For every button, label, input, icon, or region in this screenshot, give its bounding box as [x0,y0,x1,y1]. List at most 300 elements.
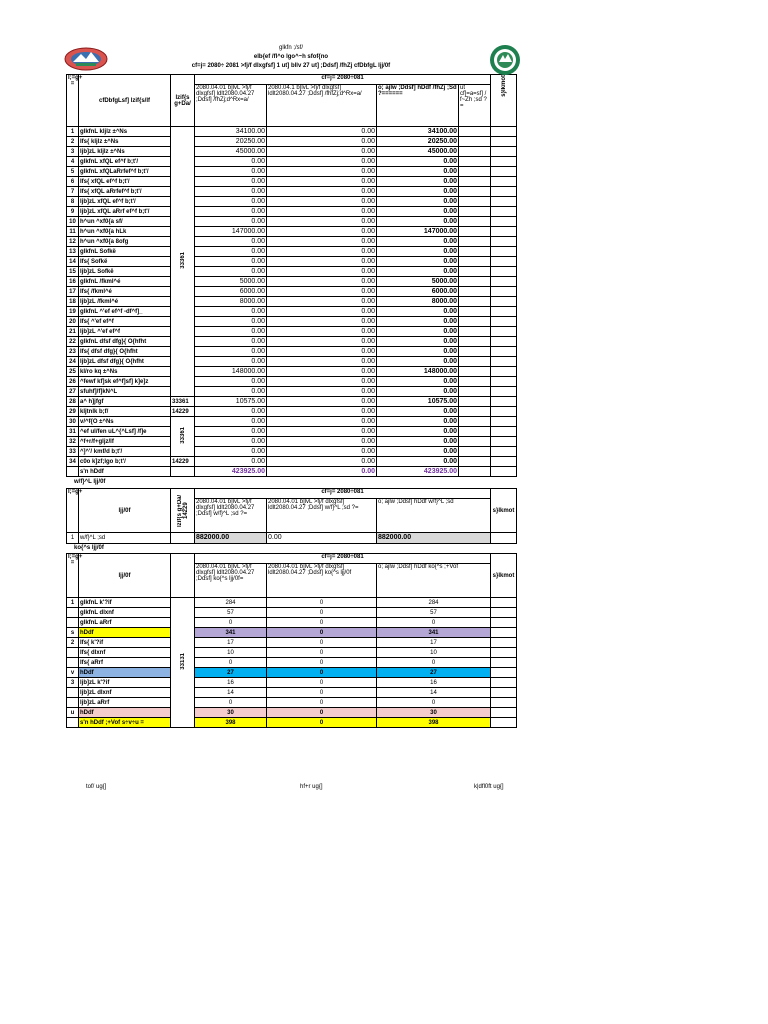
table-row [67,147,517,157]
t3-col-header-remarks: s}lkmot [491,554,517,598]
t2-row-title: w/f}^L ;sd [79,533,171,544]
row-this-month: 147000.00 [195,227,267,237]
row-title: h^un ^xf0{a sf/ [79,217,171,227]
row-cumulative: 0 [377,658,491,668]
deposit-table [66,488,517,544]
row-this-month: 0.00 [195,167,267,177]
table-row [67,608,517,618]
table-row [67,437,517,447]
row-sn [67,688,79,698]
row-this-month: 0.00 [195,427,267,437]
row-prev-month: 0.00 [267,357,377,367]
col-header-title: cfDbfgLsf] lzif{s/lf [79,75,171,127]
row-title: a^ h]jfgf [79,397,171,407]
row-prev-month: 0.00 [267,177,377,187]
row-sn: 28 [67,397,79,407]
table-row [67,187,517,197]
t3-col-header-title: ljj/0f [79,554,171,598]
row-sn: 3 [67,678,79,688]
row-sn: 25 [67,367,79,377]
row-prev-month: 0 [267,658,377,668]
t2-fiscal-year-header: cf=j= 2080÷081 [195,489,491,499]
row-prev-month: 0.00 [267,297,377,307]
table-row [67,347,517,357]
row-cumulative: 0.00 [377,307,459,317]
row-sn: 27 [67,387,79,397]
row-prev-month: 0.00 [267,287,377,297]
row-cumulative: 0.00 [377,237,459,247]
office-name: glkfn ;/sf/ [278,45,303,51]
t2-col-header-prev-month: 2080.04.01 b]lvL >fj/f dlxgfsf] ldlt2080.04.27 ;Ddsf] w/f}^L ;sd ?= [267,499,377,533]
row-title: glkfnL xfQL ef^f b;t'/ [79,157,171,167]
row-prev-month: 0 [267,648,377,658]
row-sn: 33 [67,447,79,457]
row-this-month: 0.00 [195,217,267,227]
row-cumulative: 5000.00 [377,277,459,287]
col-header-prev-month: 2080.04.1 b]lvL >fj/f dlxgfsf] ldlt2080.04.27 ;Ddsf] /fhfZj;d^Rx=a/ [267,85,377,127]
row-cumulative: 0 [377,698,491,708]
row-cumulative: 284 [377,598,491,608]
row-sn [67,648,79,658]
row-prev-month: 0 [267,708,377,718]
row-this-month: 8000.00 [195,297,267,307]
row-cumulative: 0.00 [377,457,459,467]
table-row [67,317,517,327]
row-cumulative: 14 [377,688,491,698]
row-cumulative: 398 [377,718,491,728]
table-row [67,668,517,678]
row-this-month: 20250.00 [195,137,267,147]
report-title: cf=j= 2080÷ 2081 >fj/f dlxgfsf] 1 ut] bllv 27 ut] ;Ddsf] /fhZj cfDbfgL ljj/0f [191,63,391,69]
row-this-month: 0.00 [195,457,267,467]
head-code-vertical: 33361 [171,127,195,397]
table-row [67,718,517,728]
row-sn: 23 [67,347,79,357]
row-prev-month: 0.00 [267,167,377,177]
row-title: hDdf [79,668,171,678]
row-prev-month: 0 [267,618,377,628]
row-sn: 13 [67,247,79,257]
row-prev-month: 0 [267,718,377,728]
row-title: ljb]zL aRrf [79,698,171,708]
row-this-month: 16 [195,678,267,688]
row-prev-month: 0 [267,678,377,688]
row-prev-month: 0.00 [267,207,377,217]
table-row [67,698,517,708]
row-cumulative: 0.00 [377,347,459,357]
table-row [67,367,517,377]
row-title: glkfnL dlxnf [79,608,171,618]
row-this-month: 0.00 [195,387,267,397]
row-prev-month: 0.00 [267,197,377,207]
row-prev-month: 0.00 [267,457,377,467]
row-sn [67,698,79,708]
table-row [67,457,517,467]
row-title: ^fewf kf]sk ef^f]sf] k]e]z [79,377,171,387]
row-cumulative: 16 [377,678,491,688]
row-sn: 32 [67,437,79,447]
row-sn: 26 [67,377,79,387]
checked-by-label: hf+r ug{] [300,784,323,790]
row-prev-month: 0.00 [267,227,377,237]
table-row [67,397,517,407]
row-sn: 4 [67,157,79,167]
row-prev-month: 0 [267,698,377,708]
row-cumulative: 0.00 [377,357,459,367]
row-title: h^un ^xf0{a 8ofg [79,237,171,247]
t2-col-header-this-month: 2080.04.01 b]lvL >fj/f dlxgfsf] ldlt2080.04.27 ;Ddsf] w/f}^L ;sd ?= [195,499,267,533]
table-row [67,708,517,718]
row-sn [67,608,79,618]
row-this-month: 0.00 [195,437,267,447]
row-title: lfs{ dlxnf [79,648,171,658]
row-this-month: 0.00 [195,357,267,367]
row-prev-month: 0 [267,628,377,638]
row-title: kl/ro kq ±^Ns [79,367,171,377]
table-row [67,658,517,668]
row-this-month: 341 [195,628,267,638]
row-code: 14229 [171,407,195,417]
row-cumulative: 17 [377,638,491,648]
table-row [67,628,517,638]
row-cumulative: 0.00 [377,327,459,337]
row-this-month: 27 [195,668,267,678]
t3-col-header-prev-month: 2080.04.01 b]lvL >fj/f dlxgfsf] ldlt2080.04.27 ;Ddsf] ko{^s ljj/0f [267,564,377,598]
row-title: ljb]zL xfQL aRrf ef^f b;t'/ [79,207,171,217]
table-row [67,267,517,277]
prepared-by-label: tof/ ug{] [86,784,107,790]
row-prev-month: 0.00 [267,247,377,257]
table-row [67,337,517,347]
row-title: glkfnL aRrf [79,618,171,628]
report-header [66,44,516,74]
row-cumulative: 0.00 [377,317,459,327]
head-code-vertical-3: 33131 [171,598,195,728]
row-sn: 22 [67,337,79,347]
row-title: ^]^'/ kmf/d b;t'/ [79,447,171,457]
row-sn: 3 [67,147,79,157]
total-prev-month: 0.00 [267,467,377,477]
row-prev-month: 0.00 [267,387,377,397]
office-subtitle: elb{ef /fl^o lgo^~h sfof{no [253,54,329,60]
t2-col-header-code: lzif{s g+Da/ 14229 [171,489,195,533]
row-title: s'n hDdf ;+Vof s÷v÷u = [79,718,171,728]
row-this-month: 45000.00 [195,147,267,157]
row-sn: 8 [67,197,79,207]
table-row [67,157,517,167]
row-sn [67,718,79,728]
table-row [67,648,517,658]
row-prev-month: 0.00 [267,417,377,427]
row-title: kljtnlk b;f/ [79,407,171,417]
row-this-month: 5000.00 [195,277,267,287]
row-cumulative: 0.00 [377,447,459,457]
row-sn: 2 [67,137,79,147]
row-cumulative: 8000.00 [377,297,459,307]
row-cumulative: 0 [377,618,491,628]
row-prev-month: 0 [267,598,377,608]
table-row [67,638,517,648]
row-cumulative: 0.00 [377,377,459,387]
row-title: lfs{ dfsf dfg}{ O{hfht [79,347,171,357]
row-sn: 30 [67,417,79,427]
row-this-month: 0.00 [195,207,267,217]
row-cumulative: 45000.00 [377,147,459,157]
row-sn: u [67,708,79,718]
total-label: s'n hDdf [79,467,171,477]
t3-col-header-total: o; ajlw ;Ddsf] hDdf ko{^s ;+Vof [377,564,491,598]
table-row [67,257,517,267]
col-header-last-year: ut cf]=a=sf] / f~Zh ;sd ?= [459,85,491,127]
col-header-total: o; ajlw ;Ddsf] hDdf /fhZj ;Sd ?====== [377,85,459,127]
table-row [67,297,517,307]
row-sn: 9 [67,207,79,217]
row-title: lfs{ Sofkë [79,257,171,267]
total-cumulative: 423925.00 [377,467,459,477]
row-this-month: 10 [195,648,267,658]
t2-col-header-total: o; ajlw ;Ddsf] hDdf w/f}^L ;sd [377,499,491,533]
row-title: glkfnL /fkml^é [79,277,171,287]
table-row [67,417,517,427]
table-row [67,447,517,457]
row-cumulative: 0.00 [377,437,459,447]
row-cumulative: 57 [377,608,491,618]
table-row [67,678,517,688]
row-this-month: 34100.00 [195,127,267,137]
t2-col-header-sn: l;=g+ [67,489,79,533]
row-this-month: 0.00 [195,267,267,277]
row-prev-month: 0.00 [267,187,377,197]
row-prev-month: 0 [267,608,377,618]
row-this-month: 0.00 [195,417,267,427]
row-this-month: 0.00 [195,327,267,337]
row-cumulative: 10575.00 [377,397,459,407]
t2-col-header-remarks: s}lkmot [491,489,517,533]
row-code: 14229 [171,457,195,467]
row-title: glkfnL dfsf dfg}{ O{hfht [79,337,171,347]
row-prev-month: 0.00 [267,267,377,277]
row-cumulative: 0.00 [377,417,459,427]
row-cumulative: 0.00 [377,427,459,437]
row-sn: 29 [67,407,79,417]
row-title: hDdf [79,628,171,638]
row-this-month: 0.00 [195,407,267,417]
row-cumulative: 20250.00 [377,137,459,147]
row-this-month: 0.00 [195,257,267,267]
row-this-month: 0.00 [195,157,267,167]
row-code: 33361 [171,397,195,407]
row-prev-month: 0.00 [267,437,377,447]
row-this-month: 0 [195,658,267,668]
row-title: lfs{ /fkml^é [79,287,171,297]
row-cumulative: 30 [377,708,491,718]
table-row [67,167,517,177]
row-prev-month: 0.00 [267,317,377,327]
row-cumulative: 0.00 [377,217,459,227]
row-sn: 20 [67,317,79,327]
row-this-month: 0.00 [195,197,267,207]
row-title: lfs{ aRrf [79,658,171,668]
row-sn: s [67,628,79,638]
row-cumulative: 0.00 [377,177,459,187]
row-sn: 15 [67,267,79,277]
row-prev-month: 0.00 [267,237,377,247]
row-title: c0o k]zf;lgo b;t'/ [79,457,171,467]
row-cumulative: 148000.00 [377,367,459,377]
row-prev-month: 0.00 [267,427,377,437]
row-this-month: 0.00 [195,237,267,247]
table-row [67,407,517,417]
row-sn [67,618,79,628]
row-prev-month: 0.00 [267,397,377,407]
row-title: v/^f{O ±^Ns [79,417,171,427]
row-prev-month: 0.00 [267,147,377,157]
col-header-code: lzif{s g+Da/ [171,75,195,127]
table-row [67,277,517,287]
t2-row-this-month: 882000.00 [195,533,267,544]
row-prev-month: 0.00 [267,307,377,317]
approved-by-label: k|dfl0ft ug{] [474,784,504,790]
row-sn: 14 [67,257,79,267]
row-this-month: 0.00 [195,187,267,197]
table-row [67,387,517,397]
row-cumulative: 0.00 [377,167,459,177]
row-prev-month: 0.00 [267,137,377,147]
row-sn: 11 [67,227,79,237]
table-row [67,688,517,698]
row-this-month: 0.00 [195,337,267,347]
t3-col-header-this-month: 2080.04.01 b]lvL >fj/f dlxgfsf] ldlt2080.04.27 ;Ddsf] ko{^s ljj/0f= [195,564,267,598]
row-this-month: 6000.00 [195,287,267,297]
row-prev-month: 0.00 [267,127,377,137]
row-title: ^f+r/f+gljz/lf [79,437,171,447]
row-cumulative: 0.00 [377,247,459,257]
table-row [67,207,517,217]
row-sn: 17 [67,287,79,297]
row-prev-month: 0.00 [267,367,377,377]
row-prev-month: 0.00 [267,157,377,167]
row-cumulative: 341 [377,628,491,638]
row-this-month: 10575.00 [195,397,267,407]
table-row [67,327,517,337]
row-this-month: 0 [195,698,267,708]
row-cumulative: 0.00 [377,197,459,207]
row-this-month: 30 [195,708,267,718]
row-cumulative: 10 [377,648,491,658]
row-this-month: 0.00 [195,177,267,187]
emblem-logo-left [63,46,109,72]
table-row [67,618,517,628]
revenue-table [66,74,517,477]
head-code-vertical-2: 33361 [171,417,195,457]
row-title: glkfnL Sofkë [79,247,171,257]
row-this-month: 284 [195,598,267,608]
row-this-month: 17 [195,638,267,648]
row-title: ljb]zL /fkml^é [79,297,171,307]
row-sn: 1 [67,127,79,137]
row-title: ljb]zL dfsf dfg}{ O{hfht [79,357,171,367]
tourist-caption: ko{^s ljj/0f [74,545,104,551]
row-sn: 7 [67,187,79,197]
row-this-month: 57 [195,608,267,618]
row-prev-month: 0.00 [267,377,377,387]
col-header-this-month: 2080.04.01 b]lvL >fj/f dlxgfsf] ldlt2080.04.27 ;Ddsf] /fhZj;d^Rx=a/ [195,85,267,127]
row-title: glkfnL xfQLaRrfef^f b;t'/ [79,167,171,177]
t3-fiscal-year-header: cf=j= 2080÷081 [195,554,491,564]
fiscal-year-header: cf=j= 2080÷081 [195,75,491,85]
row-cumulative: 6000.00 [377,287,459,297]
row-sn: 24 [67,357,79,367]
row-this-month: 0.00 [195,347,267,357]
row-title: lfs{ xfQL aRrfef^f b;t'/ [79,187,171,197]
row-sn: 2 [67,638,79,648]
row-sn: 19 [67,307,79,317]
table-row [67,357,517,367]
row-this-month: 14 [195,688,267,698]
table-row [67,598,517,608]
t2-col-header-title: ljj/0f [79,489,171,533]
row-title: glkfnL k'?if [79,598,171,608]
row-sn: 18 [67,297,79,307]
row-cumulative: 0.00 [377,387,459,397]
row-prev-month: 0 [267,638,377,648]
row-cumulative: 34100.00 [377,127,459,137]
table-row [67,137,517,147]
total-this-month: 423925.00 [195,467,267,477]
row-title: lfs{ k'?if [79,638,171,648]
row-title: hDdf [79,708,171,718]
row-cumulative: 0.00 [377,207,459,217]
row-prev-month: 0 [267,688,377,698]
table-row [67,247,517,257]
seal-logo-right [488,44,522,76]
table-row [67,427,517,437]
row-title: sfuhf]/f]kN^L [79,387,171,397]
row-sn: 1 [67,598,79,608]
row-sn: 12 [67,237,79,247]
row-title: lfs{ xfQL ef^f b;t'/ [79,177,171,187]
table-row [67,377,517,387]
row-cumulative: 0.00 [377,157,459,167]
t3-col-header-sn: l;=g+ = [67,554,79,598]
row-prev-month: 0.00 [267,257,377,267]
table-row [67,307,517,317]
row-this-month: 0.00 [195,317,267,327]
row-title: ^ef ul/fen uL^{^Lsf] /f]e [79,427,171,437]
row-prev-month: 0 [267,668,377,678]
row-cumulative: 0.00 [377,187,459,197]
deposit-caption: w/f}^L ljj/0f [74,479,106,485]
row-title: glkfnL ^'ef ef^f -df^f]_ [79,307,171,317]
row-title: ljb]zL Sofkë [79,267,171,277]
report-sheet [66,44,516,728]
row-prev-month: 0.00 [267,277,377,287]
row-this-month: 398 [195,718,267,728]
row-title: glkfnL kljlz ±^Ns [79,127,171,137]
row-prev-month: 0.00 [267,407,377,417]
t2-row-prev-month: 0.00 [267,533,377,544]
row-prev-month: 0.00 [267,217,377,227]
row-this-month: 0.00 [195,307,267,317]
col-header-sn: l;=g+ = [67,75,79,127]
row-title: ljb]zL dlxnf [79,688,171,698]
table-row [67,287,517,297]
row-title: ljb]zL xfQL ef^f b;t'/ [79,197,171,207]
row-this-month: 148000.00 [195,367,267,377]
row-cumulative: 27 [377,668,491,678]
t2-row-total: 882000.00 [377,533,491,544]
row-title: h^un ^xf0{a hLk [79,227,171,237]
